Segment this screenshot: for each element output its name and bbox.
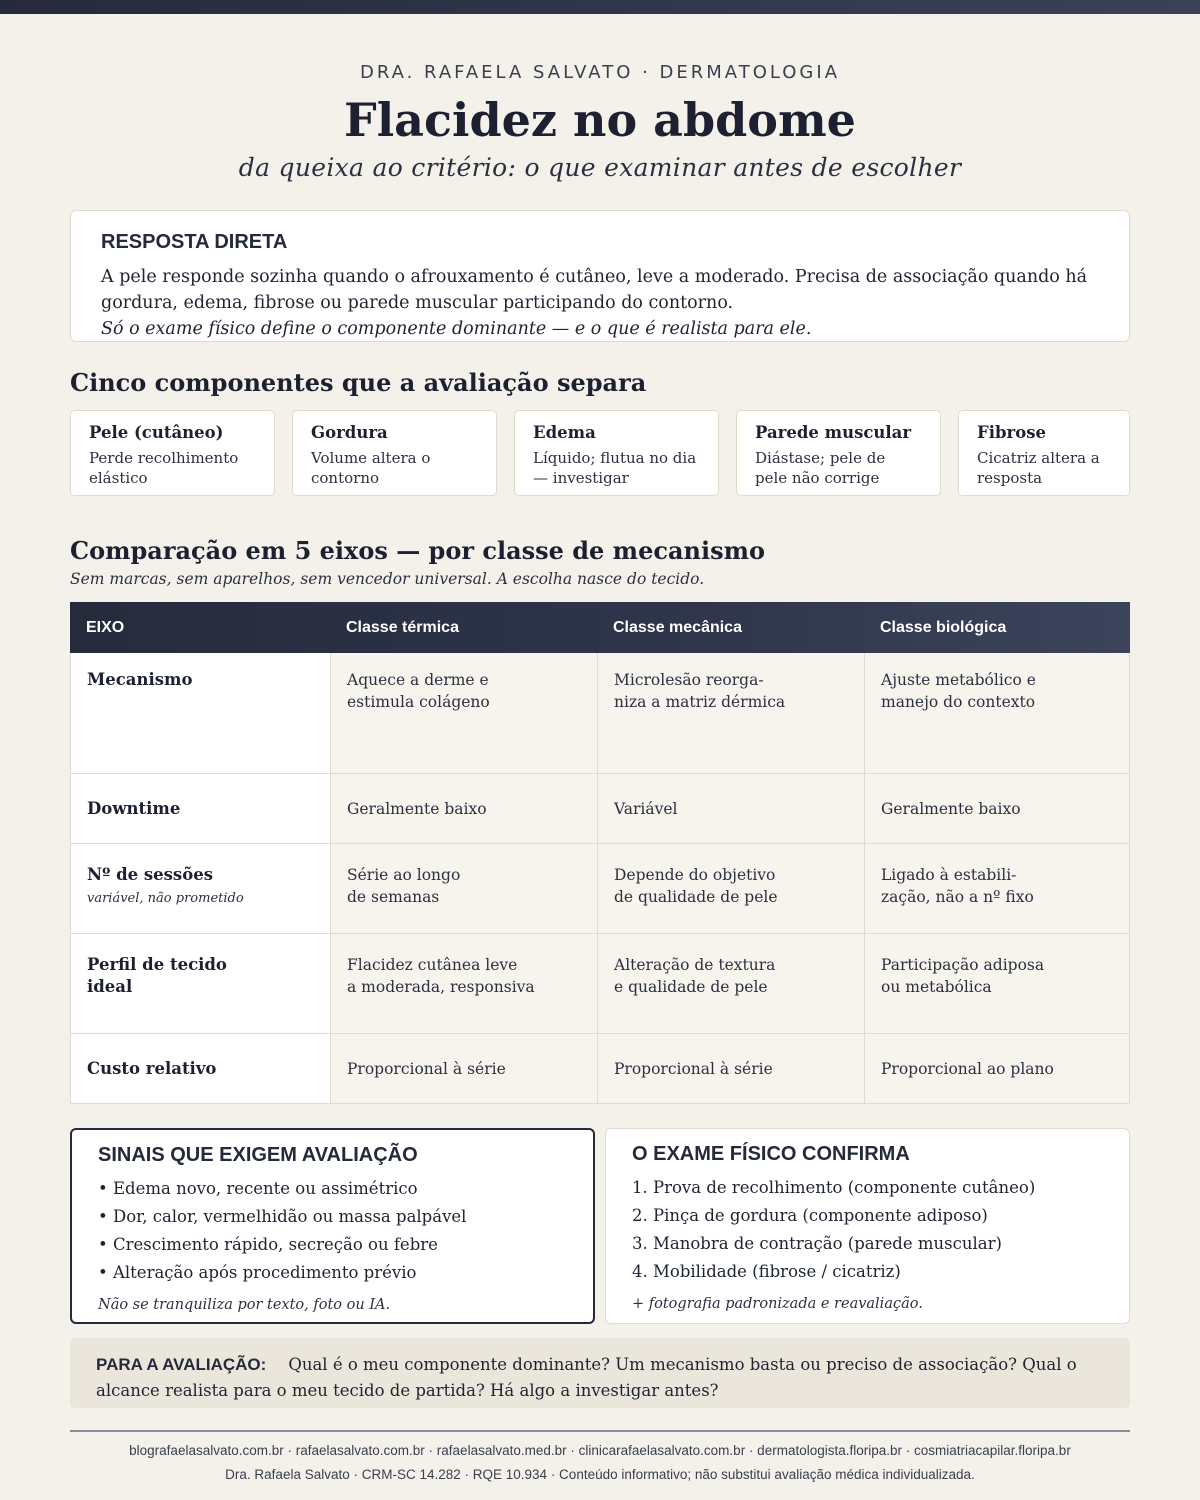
- list-item: 1. Prova de recolhimento (componente cutâneo): [632, 1178, 1036, 1197]
- page-header: [0, 62, 1200, 182]
- axis-name: Downtime: [87, 799, 181, 818]
- table-row: [70, 1034, 1130, 1104]
- table-cell: Geralmente baixo: [864, 774, 1130, 843]
- physical-exam-list: [632, 1174, 1103, 1286]
- list-item: • Alteração após procedimento prévio: [98, 1263, 417, 1282]
- table-cell: Série ao longo de semanas: [330, 844, 597, 933]
- column-header-biological: Classe biológica: [880, 618, 1007, 636]
- table-cell: Microlesão reorga- niza a matriz dérmica: [597, 653, 864, 773]
- axis-name: Perfil de tecido ideal: [87, 955, 227, 996]
- warning-signs-list: [98, 1175, 567, 1287]
- table-cell: Flacidez cutânea leve a moderada, responsiva: [330, 934, 597, 1033]
- physical-exam-note: + fotografia padronizada e reavaliação.: [632, 1296, 923, 1312]
- table-cell: Alteração de textura e qualidade de pele: [597, 934, 864, 1033]
- component-desc: Volume altera o contorno: [311, 449, 431, 487]
- column-header-axis: EIXO: [86, 618, 125, 636]
- direct-answer-heading: RESPOSTA DIRETA: [101, 231, 288, 253]
- table-cell: Aquece a derme e estimula colágeno: [330, 653, 597, 773]
- table-cell: Variável: [597, 774, 864, 843]
- comparison-title: Comparação em 5 eixos — por classe de mecanismo: [70, 536, 765, 565]
- axis-note: variável, não prometido: [87, 891, 244, 906]
- warning-signs-heading: SINAIS QUE EXIGEM AVALIAÇÃO: [98, 1144, 418, 1166]
- table-row: [70, 774, 1130, 844]
- warning-signs-note: Não se tranquiliza por texto, foto ou IA.: [98, 1297, 391, 1313]
- table-cell: Ligado à estabili- zação, não a nº fixo: [864, 844, 1130, 933]
- direct-answer-text: A pele responde sozinha quando o afrouxamento é cutâneo, leve a moderado. Precisa de associação quando há gordura, edema, fibrose ou parede muscular participando do contorno.: [101, 267, 1088, 313]
- list-item: 2. Pinça de gordura (componente adiposo): [632, 1206, 988, 1225]
- table-row: [70, 844, 1130, 934]
- component-name: Fibrose: [977, 423, 1047, 442]
- table-cell: Proporcional à série: [597, 1034, 864, 1103]
- axis-name: Nº de sessões: [87, 865, 214, 884]
- page-subtitle: da queixa ao critério: o que examinar antes de escolher: [238, 153, 962, 182]
- component-name: Edema: [533, 423, 596, 442]
- footer-divider: [70, 1430, 1130, 1432]
- axis-name: Custo relativo: [87, 1059, 217, 1078]
- components-list: [70, 410, 1130, 496]
- component-desc: Diástase; pele de pele não corrige: [755, 449, 886, 487]
- component-desc: Perde recolhimento elástico: [89, 449, 239, 487]
- comparison-subtitle: Sem marcas, sem aparelhos, sem vencedor universal. A escolha nasce do tecido.: [70, 570, 705, 588]
- column-header-mechanical: Classe mecânica: [613, 618, 742, 636]
- axis-name: Mecanismo: [87, 670, 193, 689]
- list-item: • Dor, calor, vermelhidão ou massa palpável: [98, 1207, 467, 1226]
- footer-links: blografaelasalvato.com.br · rafaelasalvato.com.br · rafaelasalvato.med.br · clinicarafaelasalvato.com.br · dermatologista.floripa.br · cosmiatriacapilar.floripa.br: [129, 1443, 1071, 1458]
- row-axis-cell: [70, 774, 330, 843]
- component-card-fat: [292, 410, 497, 496]
- list-item: 4. Mobilidade (fibrose / cicatriz): [632, 1262, 901, 1281]
- table-cell: Ajuste metabólico e manejo do contexto: [864, 653, 1130, 773]
- direct-answer-box: [70, 210, 1130, 342]
- column-header-thermal: Classe térmica: [346, 618, 459, 636]
- component-card-muscle-wall: [736, 410, 941, 496]
- list-item: • Edema novo, recente ou assimétrico: [98, 1179, 418, 1198]
- table-cell: Proporcional ao plano: [864, 1034, 1130, 1103]
- comparison-table: [70, 602, 1130, 1104]
- components-title: Cinco componentes que a avaliação separa: [70, 368, 647, 397]
- component-name: Parede muscular: [755, 423, 912, 442]
- component-name: Gordura: [311, 423, 388, 442]
- evaluation-label: PARA A AVALIAÇÃO:: [96, 1355, 267, 1374]
- top-accent-bar: [0, 0, 1200, 14]
- row-axis-cell: [70, 934, 330, 1033]
- footer-credits: Dra. Rafaela Salvato · CRM-SC 14.282 · RQE 10.934 · Conteúdo informativo; não substitui avaliação médica individualizada.: [225, 1467, 975, 1482]
- page-title: Flacidez no abdome: [344, 93, 856, 147]
- header-kicker: DRA. RAFAELA SALVATO · DERMATOLOGIA: [359, 62, 841, 83]
- component-card-skin: [70, 410, 275, 496]
- direct-answer-emphasis: Só o exame físico define o componente dominante — e o que é realista para ele.: [101, 319, 812, 339]
- physical-exam-card: [605, 1128, 1130, 1324]
- table-cell: Participação adiposa ou metabólica: [864, 934, 1130, 1033]
- table-header-row: [70, 602, 1130, 653]
- physical-exam-heading: O EXAME FÍSICO CONFIRMA: [632, 1143, 910, 1165]
- component-desc: Líquido; flutua no dia — investigar: [533, 449, 697, 487]
- table-row: [70, 653, 1130, 774]
- component-card-fibrosis: [958, 410, 1130, 496]
- row-axis-cell: [70, 844, 330, 933]
- evaluation-questions-box: [70, 1338, 1130, 1408]
- table-cell: Geralmente baixo: [330, 774, 597, 843]
- evaluation-questions: Qual é o meu componente dominante? Um mecanismo basta ou preciso de associação? Qual o alcance realista para o meu tecido de partida? Há algo a investigar antes?: [96, 1355, 1077, 1400]
- direct-answer-body: [101, 264, 1099, 342]
- component-desc: Cicatriz altera a resposta: [977, 449, 1100, 487]
- warning-signs-card: [70, 1128, 595, 1324]
- table-cell: Depende do objetivo de qualidade de pele: [597, 844, 864, 933]
- row-axis-cell: [70, 653, 330, 773]
- row-axis-cell: [70, 1034, 330, 1103]
- list-item: 3. Manobra de contração (parede muscular): [632, 1234, 1002, 1253]
- component-card-edema: [514, 410, 719, 496]
- component-name: Pele (cutâneo): [89, 423, 224, 442]
- table-cell: Proporcional à série: [330, 1034, 597, 1103]
- list-item: • Crescimento rápido, secreção ou febre: [98, 1235, 438, 1254]
- table-row: [70, 934, 1130, 1034]
